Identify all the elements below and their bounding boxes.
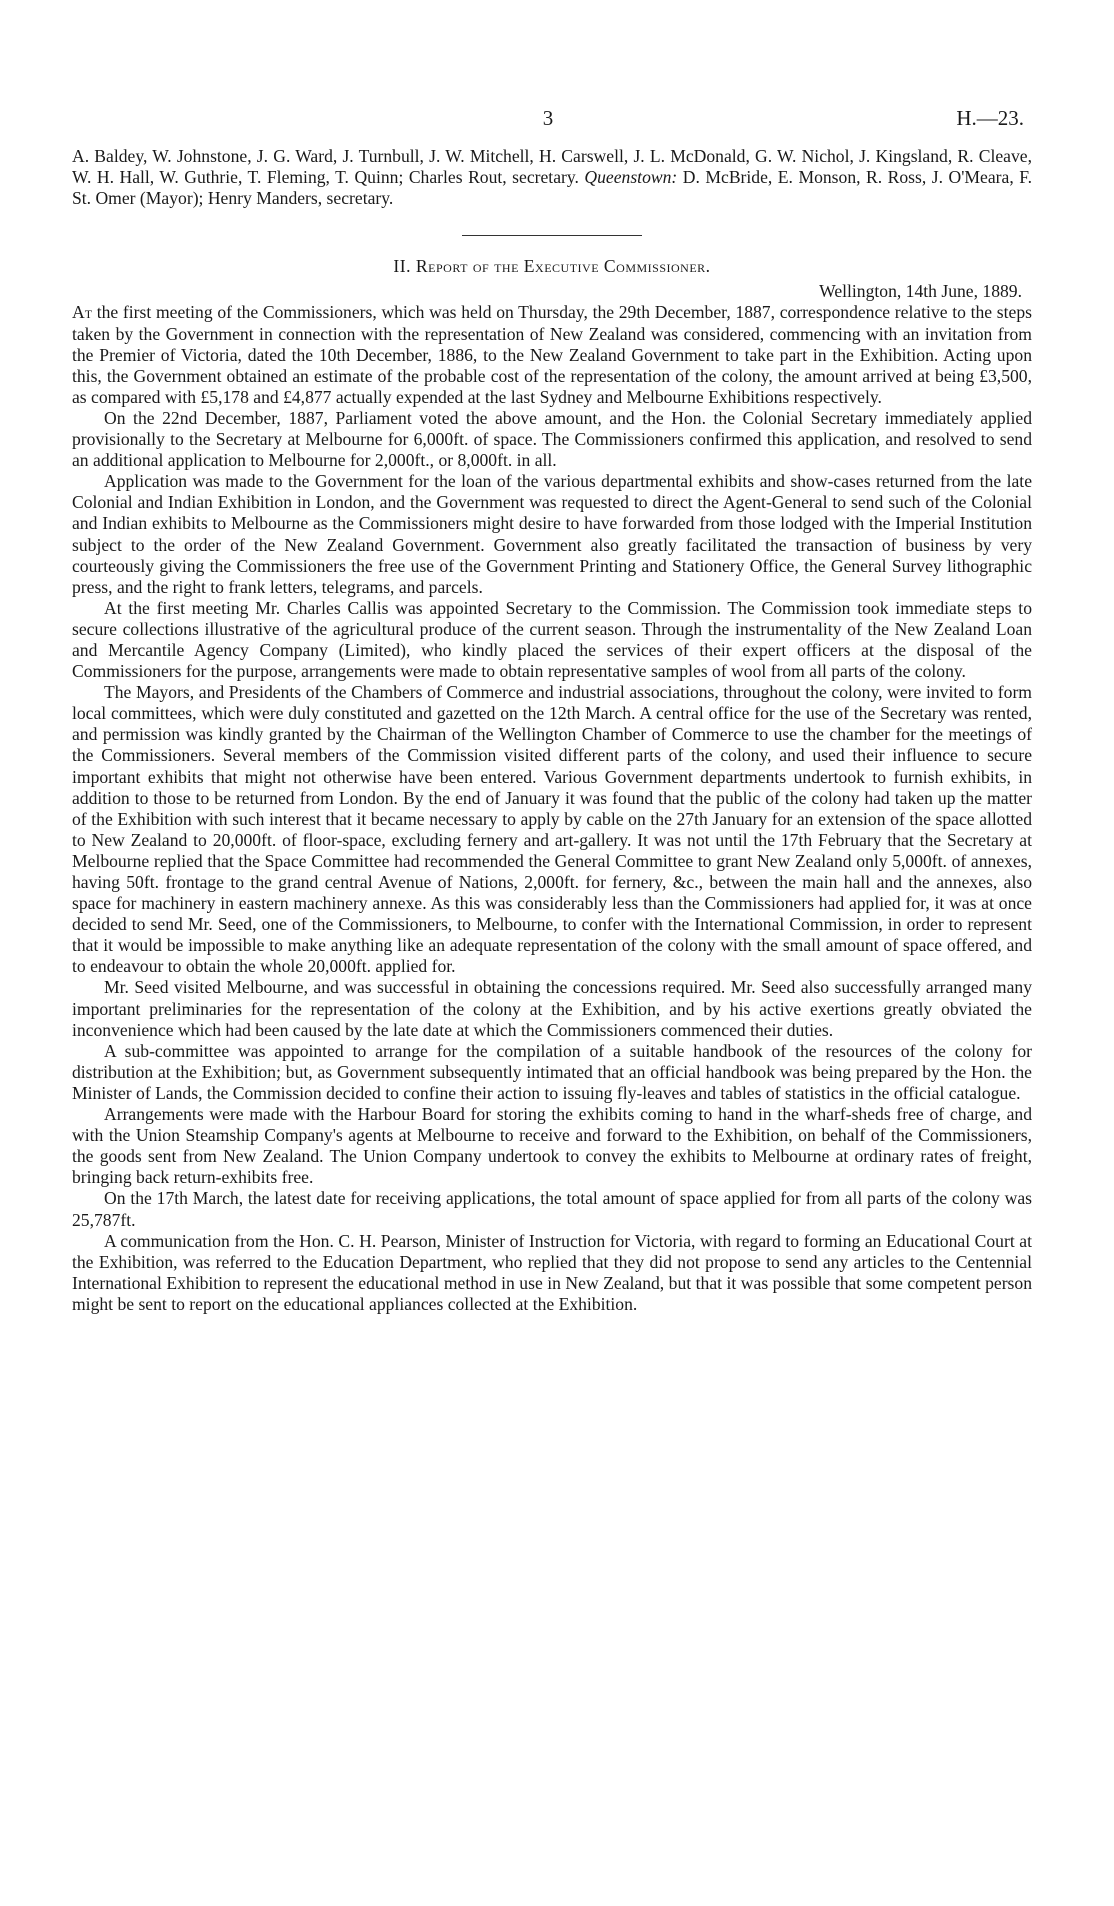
commissioners-list-part-a: A. Baldey, W. Johnstone, J. G. Ward, J. Turnbull, J. W. Mitchell, H. Carswell, J. L. McDonald, G. W. Nichol, J. Kingsland, R. Cleave, W. H. Hall, W. Guthrie, T. Fleming, T. Quinn; Charles Rout, secretary. (72, 146, 1032, 188)
section-title: II. Report of the Executive Commissioner. (393, 256, 711, 277)
paper-reference-number: H.—23. (956, 106, 1024, 130)
dateline: Wellington, 14th June, 1889. (819, 281, 1022, 302)
document-body (72, 146, 1032, 1315)
section-divider (462, 235, 642, 236)
page-number: 3 (542, 106, 554, 130)
paragraph-1-text: the first meeting of the Commissioners, which was held on Thursday, the 29th December, 1887, correspondence relative to the steps taken by the Government in connection with the representation of New Zealand was considered, commencing with an invitation from the Premier of Victoria, dated the 10th December, 1886, to the New Zealand Government to take part in the Exhibition. Acting upon this, the Government obtained an estimate of the probable cost of the representation of the colony, the amount arrived at being £3,500, as compared with £5,178 and £4,877 actually expended at the last Sydney and Melbourne Exhibitions respectively. (72, 302, 1032, 407)
paragraph-7: A sub-committee was appointed to arrange for the compilation of a suitable handbook of the resources of the colony for distribution at the Exhibition; but, as Government subsequently intimated that an official handbook was being prepared by the Hon. the Minister of Lands, the Commission decided to confine their action to issuing fly-leaves and tables of statistics in the official catalogue. (72, 1040, 1032, 1103)
commissioners-list-part-b: D. McBride, E. Monson, R. Ross, J. O'Meara, F. St. Omer (Mayor); Henry Manders, secretary. (72, 167, 1032, 209)
paragraph-1 (72, 302, 1032, 407)
place-name-queenstown: Queenstown: (584, 167, 678, 188)
paragraph-5: The Mayors, and Presidents of the Chambers of Commerce and industrial associations, throughout the colony, were invited to form local committees, which were duly constituted and gazetted on the 12th March. A central office for the use of the Secretary was rented, and permission was kindly granted by the Chairman of the Wellington Chamber of Commerce to use the chamber for the meetings of the Commissioners. Several members of the Commission visited different parts of the colony, and used their influence to secure important exhibits that might not otherwise have been entered. Various Government departments undertook to furnish exhibits, in addition to those to be returned from London. By the end of January it was found that the public of the colony had taken up the matter of the Exhibition with such interest that it became necessary to apply by cable on the 27th January for an extension of the space allotted to New Zealand to 20,000ft. of floor-space, excluding fernery and art-gallery. It was not until the 17th February that the Secretary at Melbourne replied that the Space Committee had recommended the General Committee to grant New Zealand only 5,000ft. of annexes, having 50ft. frontage to the grand central Avenue of Nations, 2,000ft. for fernery, &c., between the main hall and the annexes, also space for machinery in eastern machinery annexe. As this was considerably less than the Commissioners had applied for, it was at once decided to send Mr. Seed, one of the Commissioners, to Melbourne, to confer with the International Commission, in order to represent that it would be impossible to make anything like an adequate representation of the colony with the small amount of space offered, and to endeavour to obtain the whole 20,000ft. applied for. (72, 682, 1032, 977)
paragraph-10: A communication from the Hon. C. H. Pearson, Minister of Instruction for Victoria, with regard to forming an Educational Court at the Exhibition, was referred to the Education Department, who replied that they did not propose to send any articles to the Centennial International Exhibition to represent the educational method in use in New Zealand, but that it was possible that some competent person might be sent to report on the educational appliances collected at the Exhibition. (72, 1230, 1032, 1314)
commissioners-list (72, 146, 1032, 209)
paragraph-2: On the 22nd December, 1887, Parliament voted the above amount, and the Hon. the Colonial Secretary immediately applied provisionally to the Secretary at Melbourne for 6,000ft. of space. The Commissioners confirmed this application, and resolved to send an additional application to Melbourne for 2,000ft., or 8,000ft. in all. (72, 407, 1032, 471)
paragraph-9: On the 17th March, the latest date for receiving applications, the total amount of space applied for from all parts of the colony was 25,787ft. (72, 1188, 1032, 1230)
opening-word: At (72, 302, 93, 323)
paragraph-6: Mr. Seed visited Melbourne, and was successful in obtaining the concessions required. Mr. Seed also successfully arranged many important preliminaries for the representation of the colony at the Exhibition, and by his active exertions greatly obviated the inconvenience which had been caused by the late date at which the Commissioners commenced their duties. (72, 977, 1032, 1040)
paragraph-4: At the first meeting Mr. Charles Callis was appointed Secretary to the Commission. The Commission took immediate steps to secure collections illustrative of the agricultural produce of the current season. Through the instrumentality of the New Zealand Loan and Mercantile Agency Company (Limited), who kindly placed the services of their expert officers at the disposal of the Commissioners for the purpose, arrangements were made to obtain representative samples of wool from all parts of the colony. (72, 597, 1032, 682)
paragraph-3: Application was made to the Government for the loan of the various departmental exhibits and show-cases returned from the late Colonial and Indian Exhibition in London, and the Government was requested to direct the Agent-General to send such of the Colonial and Indian exhibits to Melbourne as the Commissioners might desire to have forwarded from those lodged with the Imperial Institution subject to the order of the New Zealand Government. Government also greatly facilitated the transaction of business by very courteously giving the Commissioners the free use of the Government Printing and Stationery Office, the General Survey lithographic press, and the right to frank letters, telegrams, and parcels. (72, 471, 1032, 597)
page-header (72, 106, 1024, 132)
paragraph-8: Arrangements were made with the Harbour Board for storing the exhibits coming to hand in the wharf-sheds free of charge, and with the Union Steamship Company's agents at Melbourne to receive and forward to the Exhibition, on behalf of the Commissioners, the goods sent from New Zealand. The Union Company undertook to convey the exhibits to Melbourne at ordinary rates of freight, bringing back return-exhibits free. (72, 1104, 1032, 1188)
